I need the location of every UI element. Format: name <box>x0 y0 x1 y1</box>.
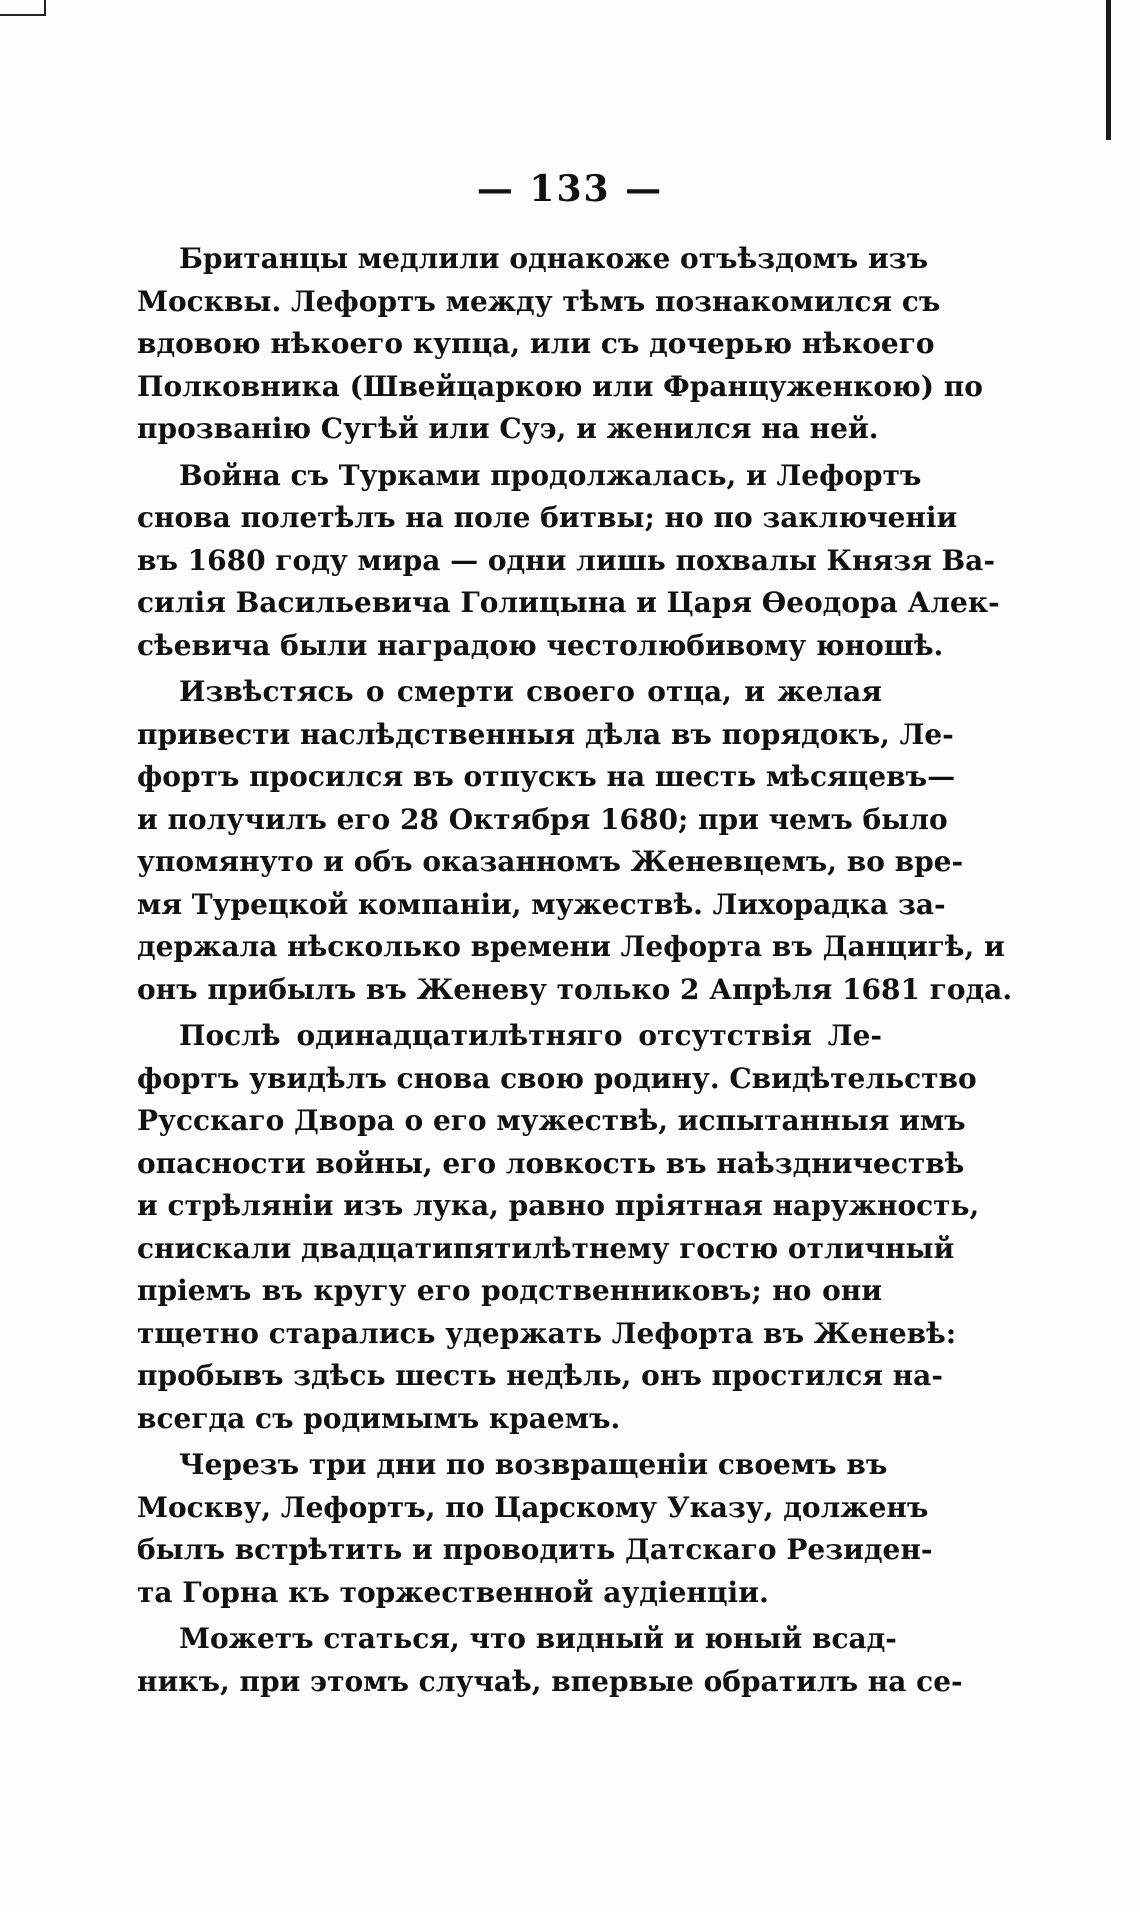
text-line: силія Васильевича Голицына и Царя Ѳеодора Алек- <box>137 586 1000 619</box>
text-line: та Горна къ торжественной аудіенціи. <box>137 1575 769 1609</box>
text-line: Британцы медлили однакоже отъѣздомъ изъ <box>179 242 929 275</box>
text-line: пріемъ въ кругу его родственниковъ; но они <box>137 1274 882 1307</box>
paragraph-1 <box>137 238 983 451</box>
paragraph-2 <box>137 455 1000 668</box>
text-line: тщетно старались удержать Лефорта въ Женевѣ: <box>137 1316 957 1350</box>
text-line: въ 1680 году мира — одни лишь похвалы Князя Ва- <box>137 543 995 577</box>
text-line: Послѣ одинадцатилѣтняго отсутствія Ле- <box>179 1019 882 1052</box>
text-line: упомянуто и объ оказанномъ Женевцемъ, во вре- <box>137 845 964 878</box>
text-line: Черезъ три дни по возвращеніи своемъ въ <box>179 1448 888 1481</box>
text-line: онъ прибылъ въ Женеву только 2 Апрѣля 1681 года. <box>137 972 1013 1006</box>
paragraph-5 <box>137 1444 933 1614</box>
text-line: привести наслѣдственныя дѣла въ порядокъ, Ле- <box>137 717 954 751</box>
text-line: прозванію Сугѣй или Суэ, и женился на ней. <box>137 412 879 445</box>
paragraph-6 <box>137 1618 963 1703</box>
text-line: держала нѣсколько времени Лефорта въ Данцигѣ, и <box>137 930 1005 963</box>
text-line: снова полетѣлъ на поле битвы; но по заключеніи <box>137 501 958 534</box>
text-line: снискали двадцатипятилѣтнему гостю отличный <box>137 1231 955 1265</box>
text-line: и стрѣляніи изъ лука, равно пріятная наружность, <box>137 1189 980 1222</box>
text-line: сѣевича были наградою честолюбивому юношѣ. <box>137 628 944 662</box>
text-line: Полковника (Швейцаркою или Француженкою) по <box>137 369 983 403</box>
text-line: фортъ увидѣлъ снова свою родину. Свидѣтельство <box>137 1061 977 1095</box>
scan-edge-mark-right <box>1106 0 1111 140</box>
page-number: — 133 — <box>476 168 664 210</box>
text-line: никъ, при этомъ случаѣ, впервые обратилъ на се- <box>137 1664 963 1698</box>
text-line: мя Турецкой компаніи, мужествѣ. Лихорадка за- <box>137 887 946 921</box>
text-line: всегда съ родимымъ краемъ. <box>137 1401 621 1435</box>
text-line: пробывъ здѣсь шесть недѣль, онъ простился на- <box>137 1359 943 1392</box>
text-line: вдовою нѣкоего купца, или съ дочерью нѣкоего <box>137 327 935 360</box>
text-line: Извѣстясь о смерти своего отца, и желая <box>179 675 882 708</box>
body-text <box>137 238 1013 1703</box>
text-line: Москвы. Лефортъ между тѣмъ познакомился съ <box>137 284 941 318</box>
text-line: фортъ просился въ отпускъ на шесть мѣсяцевъ— <box>137 760 956 793</box>
text-line: и получилъ его 28 Октября 1680; при чемъ было <box>137 802 948 836</box>
text-line: былъ встрѣтить и проводить Датскаго Резиден- <box>137 1533 933 1566</box>
text-line: Война съ Турками продолжалась, и Лефортъ <box>179 458 922 492</box>
text-line: Можетъ статься, что видный и юный всад- <box>179 1622 897 1655</box>
paragraph-3 <box>137 671 1013 1011</box>
paragraph-4 <box>137 1015 980 1440</box>
scan-edge-mark-top <box>0 0 46 16</box>
text-line: опасности войны, его ловкость въ наѣздничествѣ <box>137 1146 965 1180</box>
text-line: Русскаго Двора о его мужествѣ, испытанныя имъ <box>137 1104 966 1137</box>
text-line: Москву, Лефортъ, по Царскому Указу, долженъ <box>137 1490 929 1524</box>
